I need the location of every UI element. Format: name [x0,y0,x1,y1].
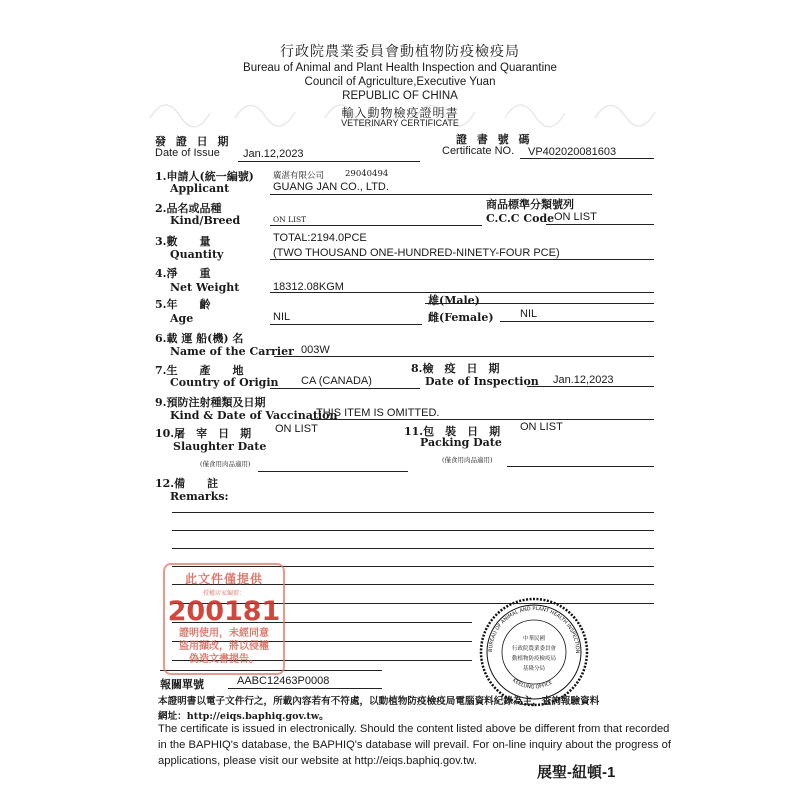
ccc-code-label-en: C.C.C Code [486,212,555,225]
kind-underline [270,225,482,226]
stamp-number: 200181 [167,596,281,627]
customs-number: AABC12463P0008 [237,675,330,687]
customs-underline [228,688,382,689]
document-title-zh: 輸入動物檢疫證明書 [341,106,459,120]
quantity-total-value: TOTAL:2194.0PCE [273,232,367,244]
carrier-underline [274,356,654,357]
remarks-line-2 [172,530,654,531]
notice-en-line-1: The certificate is issued in electronically. Should the content listed above be different from that recorded [158,723,670,735]
packing-value: ON LIST [520,421,563,433]
kind-label-zh: 2.品名或品種 [155,202,222,215]
certificate-number-label-en: Certificate NO. [442,145,515,157]
applicant-name-en: GUANG JAN CO., LTD. [273,181,389,193]
packing-label-en: Packing Date [420,436,502,449]
age-value: NIL [273,311,291,323]
stamp-line-3: 偽造文書提告。 [189,654,259,665]
country-name: REPUBLIC OF CHINA [342,90,458,102]
document-title-en: VETERINARY CERTIFICATE [341,118,459,128]
issue-date-label-zh: 發 證 日 期 [155,135,232,148]
female-underline [500,321,654,322]
copy-protection-stamp [163,563,285,675]
seal-line-2: 行政院農業委員會 [511,646,557,652]
packing-underline [507,466,654,467]
issue-date-value: Jan.12,2023 [243,148,304,160]
carrier-value: 003W [301,344,330,356]
kind-label-en: Kind/Breed [170,214,241,227]
certificate-number-underline [520,158,654,159]
slaughter-underline [258,471,408,472]
inspection-underline [527,386,654,387]
kind-value: ON LIST [273,215,307,224]
official-seal [478,596,590,708]
document-tag: 展聖-紐頓-1 [537,764,616,781]
ccc-code-value: ON LIST [554,211,597,223]
seal-line-3: 動植物防疫檢疫局 [511,656,557,662]
inspection-label-zh: 8.檢 疫 日 期 [411,362,500,375]
age-label-zh: 5.年 齡 [155,298,211,311]
male-label: 雄(Male) [428,294,480,307]
slaughter-label-zh: 10.屠 宰 日 期 [155,427,252,440]
ccc-code-label-zh: 商品標準分類號列 [486,198,574,211]
carrier-label-en: Name of the Carrier [170,345,294,358]
inspection-label-en: Date of Inspection [425,375,539,388]
quantity-label-en: Quantity [170,248,224,261]
slaughter-value: ON LIST [275,423,318,435]
notice-en-line-2: in the BAPHIQ's database, the BAPHIQ's database will prevail. For on-line inquiry about the progress of [158,739,671,751]
notice-en-line-3: applications, please visit our website at http://eiqs.baphiq.gov.tw. [158,755,477,767]
stamp-line-2: 盜用擷改，將以侵權 [179,641,269,652]
stamp-line-1: 證明使用，未經同意 [179,628,269,639]
quantity-underline [270,259,654,260]
packing-note: (僅食用肉品適用) [442,456,493,464]
applicant-underline [270,194,652,195]
net-weight-value: 18312.08KGM [273,281,344,293]
vaccination-underline [311,419,654,420]
seal-bottom-text: KEELUNG OFFICE [511,677,554,691]
vaccination-label-en: Kind & Date of Vaccination [170,409,338,422]
council-name-en: Council of Agriculture,Executive Yuan [304,76,496,88]
inspection-value: Jan.12,2023 [553,374,614,386]
female-label: 雌(Female) [428,311,494,324]
quantity-label-zh: 3.數 量 [155,235,211,248]
net-weight-label-en: Net Weight [170,281,240,294]
stamp-title: 此文件僅提供 [184,572,263,586]
seal-line-1: 中華民國 [522,636,546,642]
carrier-label-zh: 6.載 運 船(機) 名 [155,332,244,345]
origin-value: CA (CANADA) [301,375,372,387]
applicant-id-number: 29040494 [345,169,389,179]
stamp-subtitle: 授權店家編號： [202,590,245,597]
age-underline [270,324,422,325]
remarks-label-en: Remarks: [170,490,229,503]
applicant-label-zh: 1.申請人(統一編號) [155,170,254,183]
slaughter-label-en: Slaughter Date [173,440,267,453]
certificate-number-label-zh: 證 書 號 碼 [456,133,533,146]
origin-label-zh: 7.生 產 地 [155,364,244,377]
remarks-line-1 [172,512,654,513]
certificate-number-value: VP402020081603 [528,146,617,158]
notice-zh-line-1: 本證明書以電子文件行之，所載內容若有不符處，以動植物防疫檢疫局電腦資料紀錄為主，查詢報驗資料 [158,696,600,707]
packing-label-zh: 11.包 裝 日 期 [404,425,501,438]
ccc-code-underline [546,224,654,225]
age-label-en: Age [170,312,194,325]
origin-label-en: Country of Origin [170,376,279,389]
issue-date-underline [238,161,420,162]
vaccination-value: THIS ITEM IS OMITTED. [316,407,440,419]
remarks-line-3 [172,548,654,549]
seal-ring-text: BUREAU OF ANIMAL AND PLANT HEALTH INSPECTION [487,605,581,654]
applicant-name-zh: 廣湛有限公司 [273,171,325,181]
quantity-words-value: (TWO THOUSAND ONE-HUNDRED-NINETY-FOUR PCE) [273,247,560,259]
net-weight-label-zh: 4.淨 重 [155,267,211,280]
seal-line-4: 基隆分局 [522,666,546,672]
origin-underline [270,388,420,389]
vaccination-label-zh: 9.預防注射種類及日期 [155,396,266,409]
slaughter-note: (僅食用肉品適用) [200,460,251,468]
notice-zh-line-2: 網址：http://eiqs.baphiq.gov.tw。 [158,711,329,722]
agency-name-zh: 行政院農業委員會動植物防疫檢疫局 [280,44,520,60]
agency-name-en: Bureau of Animal and Plant Health Inspection and Quarantine [243,62,557,74]
issue-date-label-en: Date of Issue [155,147,220,159]
customs-label: 報關單號 [160,678,204,691]
remarks-label-zh: 12.備 註 [155,477,219,490]
sex-value: NIL [520,308,538,320]
applicant-label-en: Applicant [170,182,230,195]
